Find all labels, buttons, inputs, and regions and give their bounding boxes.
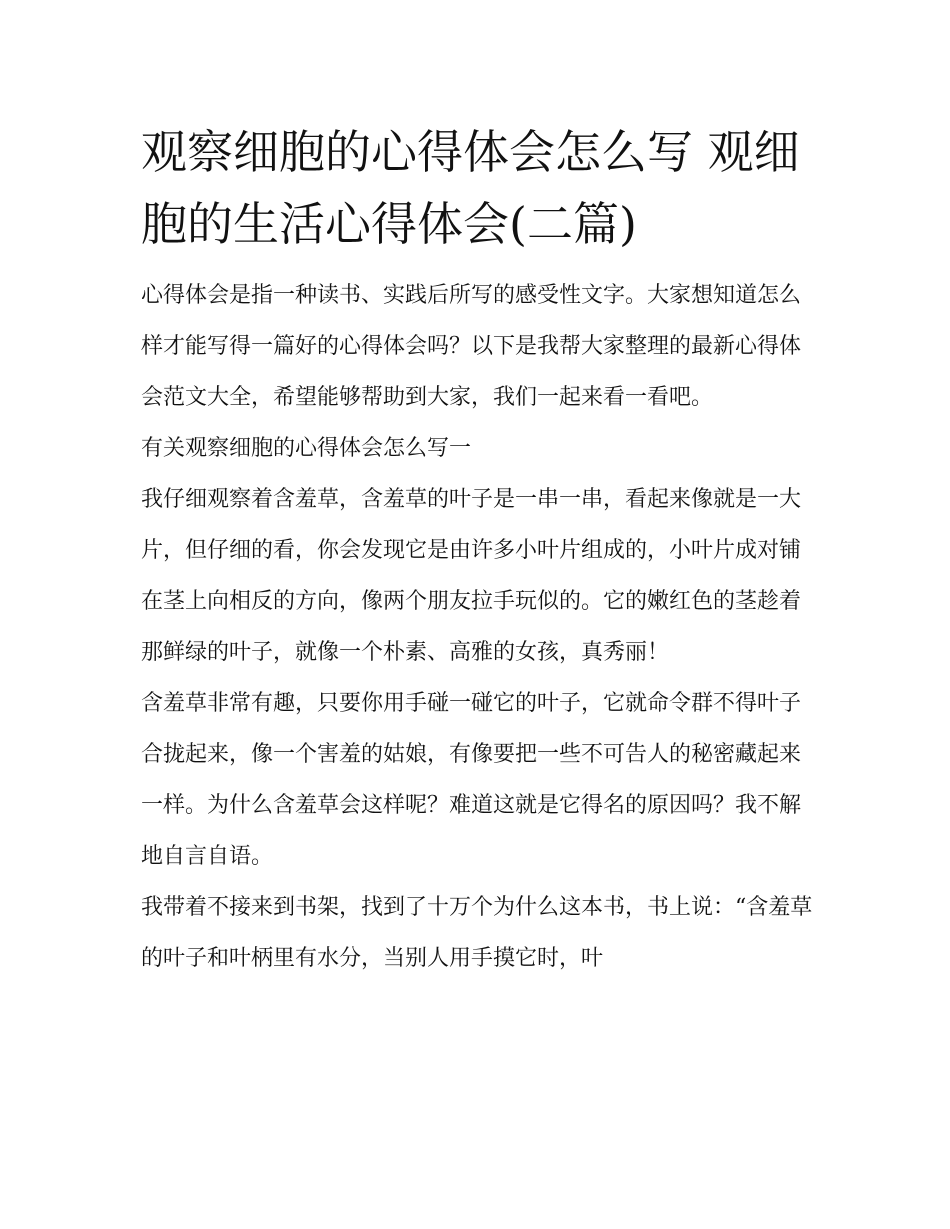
document-title: 观察细胞的心得体会怎么写 观细胞的生活心得体会(二篇) <box>141 125 800 251</box>
paragraph-intro: 心得体会是指一种读书、实践后所写的感受性文字。大家想知道怎么样才能写得一篇好的心得体会吗？以下是我帮大家整理的最新心得体会范文大全，希望能够帮助到大家，我们一起来看一看吧。 <box>141 283 802 410</box>
paragraph-interesting: 含羞草非常有趣，只要你用手碰一碰它的叶子，它就命令群不得叶子合拢起来，像一个害羞的姑娘，有像要把一些不可告人的秘密藏起来一样。为什么含羞草会这样呢？难道这就是它得名的原因吗？我不解地自言自语。 <box>141 691 802 869</box>
section-heading: 有关观察细胞的心得体会怎么写一 <box>141 436 472 461</box>
document-body <box>141 116 813 984</box>
paragraph-book: 我带着不接来到书架，找到了十万个为什么这本书，书上说：“含羞草的叶子和叶柄里有水分，当别人用手摸它时，叶 <box>141 895 813 971</box>
paragraph-observation: 我仔细观察着含羞草，含羞草的叶子是一串一串，看起来像就是一大片，但仔细的看，你会发现它是由许多小叶片组成的，小叶片成对铺在茎上向相反的方向，像两个朋友拉手玩似的。它的嫩红色的茎趁着那鲜绿的叶子，就像一个朴素、高雅的女孩，真秀丽！ <box>141 487 802 665</box>
